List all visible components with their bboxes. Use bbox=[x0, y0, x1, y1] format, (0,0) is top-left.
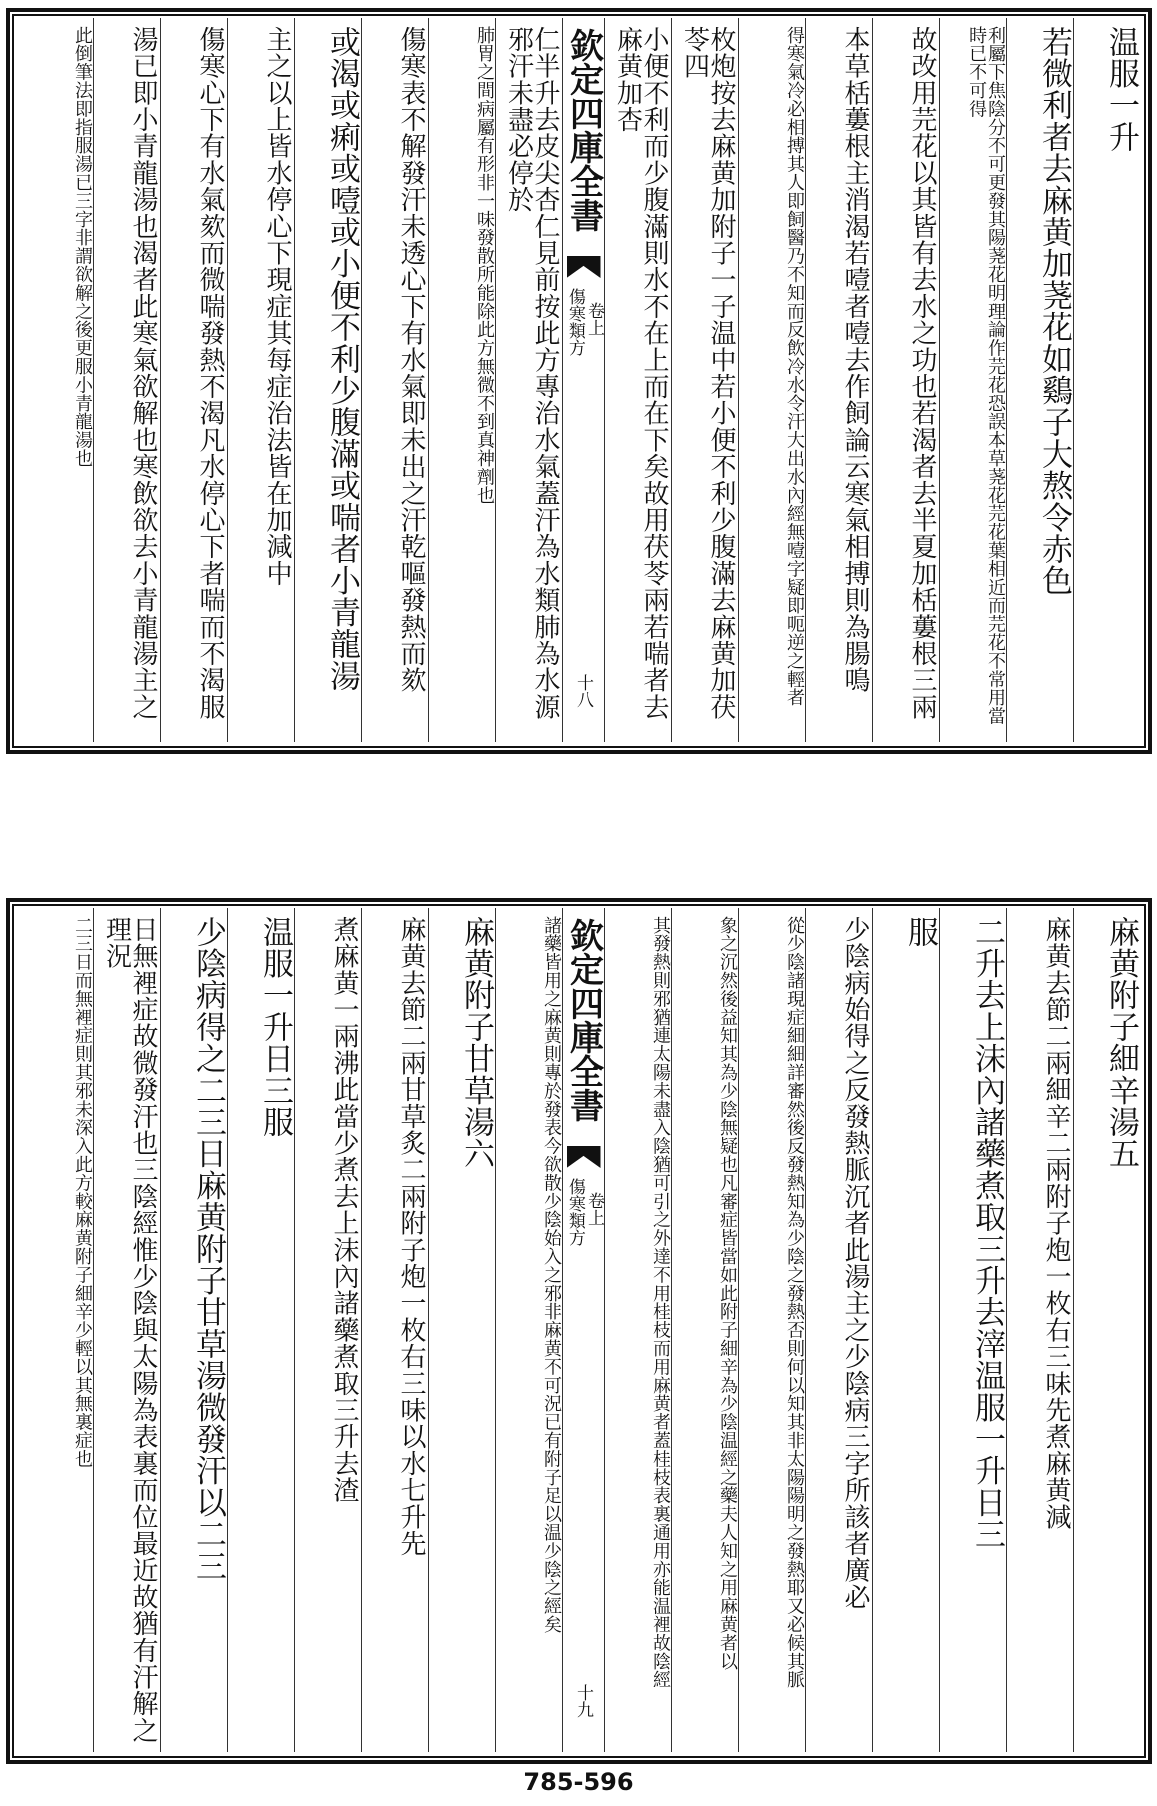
fishtail-mark-icon bbox=[567, 256, 601, 278]
text-column bbox=[26, 908, 93, 1752]
column-text: 若微利者去麻黄加荛花如鷄子大熬令赤色 bbox=[1036, 26, 1072, 597]
column-text: 服 bbox=[902, 916, 938, 948]
column-text: 故改用芫花以其皆有去水之功也若渴者去半夏加栝蔞根三兩 bbox=[907, 26, 937, 721]
column-text: 主之以上皆水停心下現症其每症治法皆在加減中 bbox=[262, 26, 292, 587]
bottom-page-frame bbox=[6, 898, 1152, 1764]
text-column bbox=[805, 908, 872, 1752]
column-text: 麻黄去節二兩細辛二兩附子炮一枚右三味先煮麻黄減 bbox=[1041, 916, 1071, 1531]
column-text: 枚炮按去麻黄加附子一子温中若小便不利少腹滿去麻黄加茯苓四 bbox=[679, 26, 736, 721]
text-column bbox=[738, 908, 805, 1752]
column-text: 諸藥皆用之麻黄則專於發表今欲散少陰始入之邪非麻黄不可況已有附子足以温少陰之經矣 bbox=[541, 916, 562, 1634]
column-text: 湯已即小青龍湯也渴者此寒氣欲解也寒飲欲去小青龍湯主之 bbox=[128, 26, 158, 721]
text-column bbox=[1073, 908, 1140, 1752]
top-page bbox=[0, 8, 1157, 758]
text-column bbox=[872, 18, 939, 742]
catalog-reference: 785-596 bbox=[523, 1768, 634, 1796]
text-column bbox=[671, 908, 738, 1752]
column-text: 煮麻黄一兩沸此當少煮去上沫內諸藥煮取三升去渣 bbox=[329, 916, 359, 1504]
text-column bbox=[1006, 908, 1073, 1752]
collection-title: 欽定四庫全書 bbox=[563, 28, 604, 232]
text-column bbox=[93, 18, 160, 742]
collection-title: 欽定四庫全書 bbox=[563, 918, 604, 1122]
column-text: 本草栝蔞根主消渴若噎者噎去作飼論云寒氣相搏則為腸鳴 bbox=[840, 26, 870, 694]
column-text: 得寒氣冷必相搏其人即飼醫乃不知而反飲冷水令汗大出水內經無噎字疑即呃逆之輕者 bbox=[784, 26, 805, 707]
text-column bbox=[428, 18, 495, 742]
text-column bbox=[93, 908, 160, 1752]
text-column bbox=[738, 18, 805, 742]
text-column bbox=[495, 908, 562, 1752]
column-text: 利屬下焦陰分不可更發其陽荛花明理論作芫花恐誤本草荛花芫花葉相近而芫花不常用當時已不可得 bbox=[966, 26, 1006, 726]
column-text: 傷寒心下有水氣欬而微喘發熱不渴凡水停心下者喘而不渴服 bbox=[195, 26, 225, 721]
top-page-columns bbox=[16, 18, 1140, 742]
column-text: 二升去上沫內諸藥煮取三升去滓温服一升日三 bbox=[969, 916, 1005, 1550]
column-text: 二三日而無裡症則其邪未深入此方較麻黄附子細辛少輕以其無裏症也 bbox=[72, 916, 93, 1468]
text-column bbox=[604, 908, 671, 1752]
column-text: 温服一升 bbox=[1103, 26, 1139, 153]
column-text: 仁半升去皮尖杏仁見前按此方專治水氣蓋汗為水類肺為水源邪汗未盡必停於 bbox=[503, 26, 560, 721]
text-column bbox=[428, 908, 495, 1752]
column-text: 小便不利而少腹滿則水不在上而在下矣故用茯苓兩若喘者去麻黄加杏 bbox=[612, 26, 669, 721]
column-text: 從少陰諸現症細細詳審然後反發熱知為少陰之發熱否則何以知其非太陽陽明之發熱耶又必候其脈 bbox=[784, 916, 805, 1689]
text-column bbox=[1073, 18, 1140, 742]
column-text: 麻黄去節二兩甘草炙二兩附子炮一枚右三味以水七升先 bbox=[396, 916, 426, 1557]
column-text: 此倒筆法即指服湯已三字非謂欲解之後更服小青龍湯也 bbox=[72, 26, 93, 468]
column-text: 或渴或痢或噎或小便不利少腹滿或喘者小青龍湯 bbox=[324, 26, 360, 692]
volume-label: 卷上 bbox=[584, 1192, 604, 1226]
column-text: 肺胃之間病屬有形非一味發散所能除此方無微不到真神劑也 bbox=[474, 26, 495, 505]
text-column bbox=[671, 18, 738, 742]
text-column bbox=[227, 908, 294, 1752]
column-text: 少陰病始得之反發熱脈沉者此湯主之少陰病三字所該者廣必 bbox=[840, 916, 870, 1611]
book-title: 傷寒類方 bbox=[564, 1178, 585, 1246]
text-column bbox=[160, 908, 227, 1752]
text-column bbox=[604, 18, 671, 742]
center-gutter bbox=[562, 18, 604, 742]
volume-label: 卷上 bbox=[584, 302, 604, 336]
text-column bbox=[805, 18, 872, 742]
text-column bbox=[1006, 18, 1073, 742]
text-column bbox=[294, 18, 361, 742]
text-column bbox=[361, 908, 428, 1752]
text-column bbox=[939, 18, 1006, 742]
column-text: 象之沉然後益知其為少陰無疑也凡審症皆當如此附子細辛為少陰温經之藥夫人知之用麻黄者以 bbox=[717, 916, 738, 1671]
column-text: 少陰病得之二三日麻黄附子甘草湯微發汗以二三 bbox=[190, 916, 226, 1582]
column-text: 麻黄附子細辛湯五 bbox=[1103, 916, 1139, 1170]
bottom-page-columns bbox=[16, 908, 1140, 1752]
text-column bbox=[495, 18, 562, 742]
text-column bbox=[160, 18, 227, 742]
text-column bbox=[227, 18, 294, 742]
folio-number: 十九 bbox=[573, 1684, 593, 1718]
bottom-page bbox=[0, 898, 1157, 1768]
column-text: 日無裡症故微發汗也三陰經惟少陰與太陽為表裏而位最近故猶有汗解之理況 bbox=[101, 916, 158, 1744]
column-text: 麻黄附子甘草湯六 bbox=[458, 916, 494, 1170]
column-text: 温服一升日三服 bbox=[257, 916, 293, 1138]
fishtail-mark-icon bbox=[567, 1146, 601, 1168]
column-text: 其發熱則邪猶連太陽未盡入陰猶可引之外達不用桂枝而用麻黄者蓋桂枝表裏通用亦能温裡故陰經 bbox=[650, 916, 671, 1689]
center-gutter bbox=[562, 908, 604, 1752]
text-column bbox=[361, 18, 428, 742]
column-text: 傷寒表不解發汗未透心下有水氣即未出之汗乾嘔發熱而欬 bbox=[396, 26, 426, 694]
text-column bbox=[294, 908, 361, 1752]
text-column bbox=[872, 908, 939, 1752]
top-page-frame bbox=[6, 8, 1152, 754]
folio-number: 十八 bbox=[573, 674, 593, 708]
text-column bbox=[26, 18, 93, 742]
text-column bbox=[939, 908, 1006, 1752]
book-title: 傷寒類方 bbox=[564, 288, 585, 356]
